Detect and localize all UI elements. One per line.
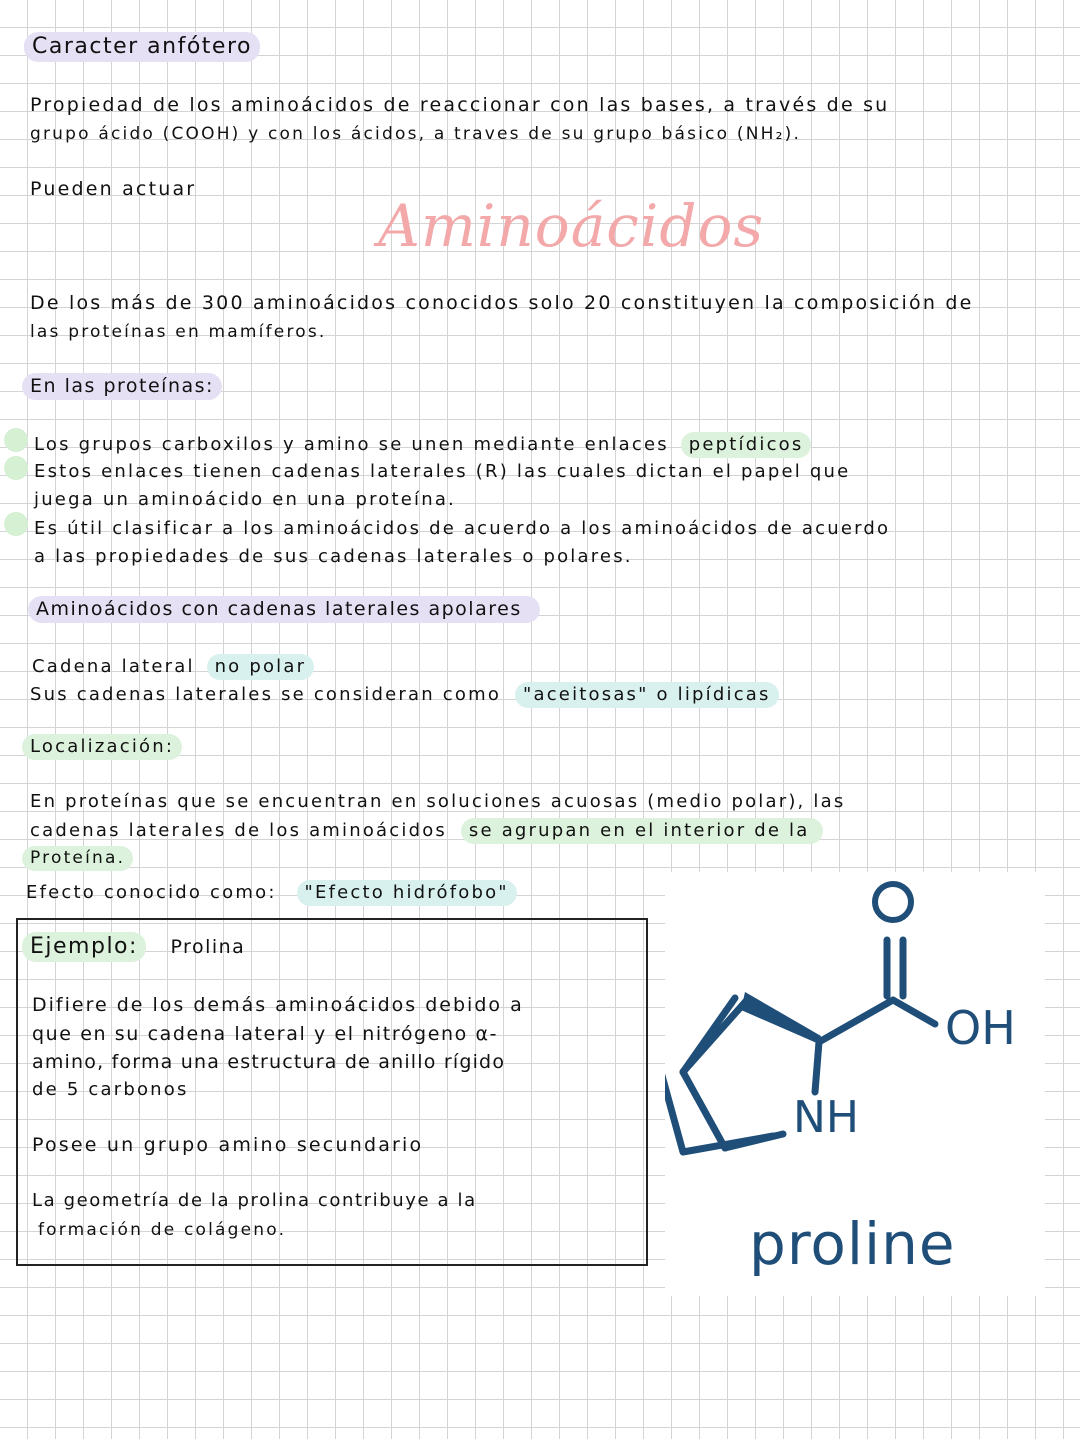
list-item: Los grupos carboxilos y amino se unen mediante enlaces peptídicos <box>34 436 811 454</box>
list-item: Estos enlaces tienen cadenas laterales (R) las cuales dictan el papel que <box>34 461 851 482</box>
text-line: amino, forma una estructura de anillo rígido <box>32 1051 506 1073</box>
bullet-icon <box>4 512 28 536</box>
text-line: juega un aminoácido en una proteína. <box>34 489 456 510</box>
text-line: grupo ácido (COOH) y con los ácidos, a traves de su grupo básico (NH₂). <box>30 124 802 144</box>
text-line: Difiere de los demás aminoácidos debido a <box>32 994 524 1016</box>
section-heading-localizacion: Localización: <box>30 738 182 756</box>
text-line: La geometría de la prolina contribuye a la <box>32 1190 477 1211</box>
nh-label: NH <box>793 1092 859 1143</box>
page-title: Aminoácidos <box>378 192 765 260</box>
structure-label: proline <box>749 1210 956 1278</box>
example-heading: Ejemplo: Prolina <box>30 936 245 958</box>
text-line: cadenas laterales de los aminoácidos se agrupan en el interior de la <box>30 822 823 840</box>
bullet-icon <box>4 456 28 480</box>
section-heading-apolares: Aminoácidos con cadenas laterales apolares <box>36 600 540 619</box>
text-line: que en su cadena lateral y el nitrógeno α- <box>32 1023 499 1045</box>
oh-label: OH <box>945 1001 1016 1055</box>
text-line: De los más de 300 aminoácidos conocidos solo 20 constituyen la composición de <box>30 292 974 314</box>
section-heading-anfotero: Caracter anfótero <box>32 36 260 58</box>
text-line: Cadena lateral no polar <box>32 658 314 676</box>
text-line: de 5 carbonos <box>32 1079 189 1100</box>
section-heading-proteinas: En las proteínas: <box>30 377 222 396</box>
text-line: a las propiedades de sus cadenas laterales o polares. <box>34 546 633 567</box>
text-line: Propiedad de los aminoácidos de reaccionar con las bases, a través de su <box>30 94 890 116</box>
list-item: Es útil clasificar a los aminoácidos de acuerdo a los aminoácidos de acuerdo <box>34 518 891 539</box>
bullet-icon <box>4 428 28 452</box>
text-line: Pueden actuar <box>30 178 197 200</box>
text-line: formación de colágeno. <box>38 1220 287 1240</box>
text-line: Posee un grupo amino secundario <box>32 1134 424 1156</box>
text-line: Sus cadenas laterales se consideran como "aceitosas" o lipídicas <box>30 686 779 704</box>
text-line: Efecto conocido como: "Efecto hidrófobo" <box>26 884 517 902</box>
text-line: En proteínas que se encuentran en soluciones acuosas (medio polar), las <box>30 791 846 812</box>
text-line: Proteína. <box>30 850 133 867</box>
text-line: las proteínas en mamíferos. <box>30 322 327 342</box>
